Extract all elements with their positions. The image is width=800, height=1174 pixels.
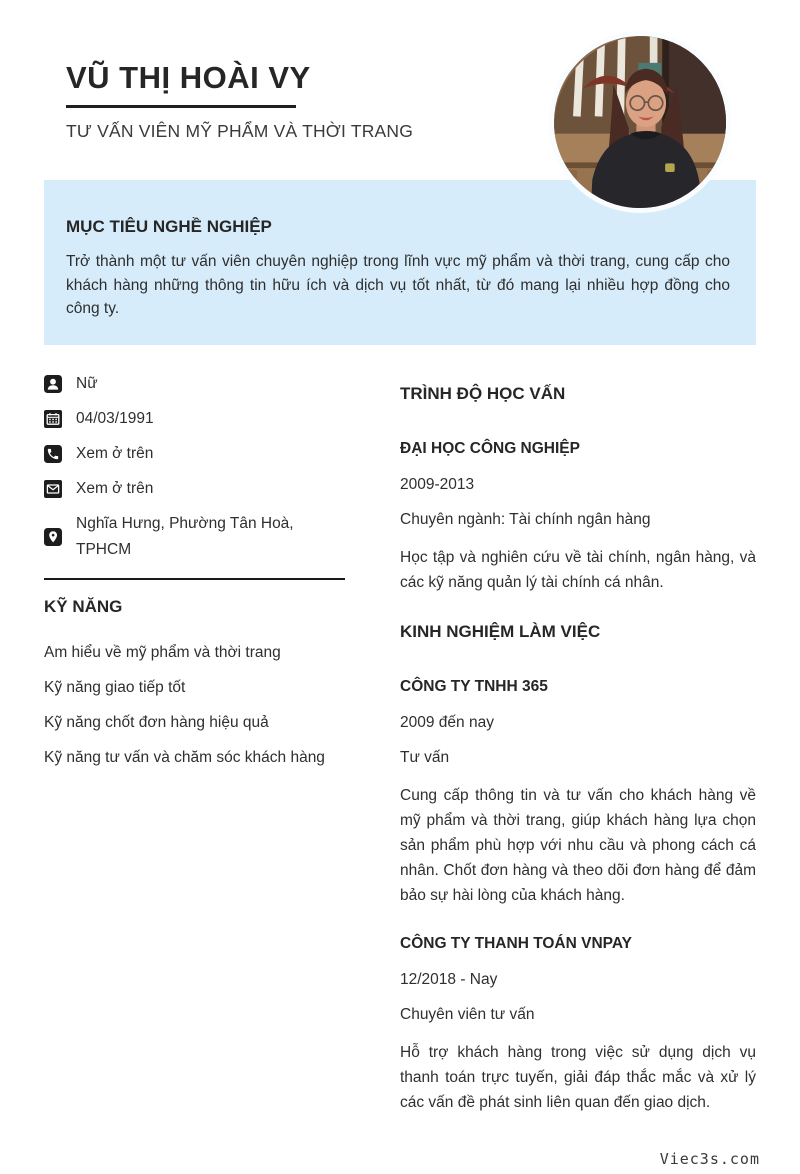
gender-value: Nữ — [76, 375, 98, 392]
experience-role: Tư vấn — [400, 749, 450, 766]
header — [66, 60, 526, 142]
experience-entry — [400, 934, 756, 1115]
info-row-gender — [44, 371, 345, 397]
job-title: TƯ VẤN VIÊN MỸ PHẨM VÀ THỜI TRANG — [66, 121, 414, 141]
info-row-email — [44, 476, 345, 502]
school-name: ĐẠI HỌC CÔNG NGHIỆP — [400, 440, 580, 457]
company-name: CÔNG TY THANH TOÁN VNPAY — [400, 935, 632, 952]
experience-entry — [400, 677, 756, 908]
left-column — [44, 366, 345, 1141]
info-row-address — [44, 511, 345, 563]
name-underline — [66, 105, 296, 108]
birthdate-value: 04/03/1991 — [76, 410, 154, 427]
experience-description: Hỗ trợ khách hàng trong việc sử dụng dịch vụ thanh toán trực tuyến, giải đáp thắc mắc và xử lý các vấn đề phát sinh liên quan đến giao dịch. — [400, 1044, 756, 1111]
company-name: CÔNG TY TNHH 365 — [400, 678, 548, 695]
objective-heading: MỤC TIÊU NGHỀ NGHIỆP — [66, 217, 272, 236]
phone-value: Xem ở trên — [76, 445, 154, 462]
education-heading: TRÌNH ĐỘ HỌC VẤN — [400, 384, 566, 403]
skill-item: Kỹ năng chốt đơn hàng hiệu quả — [44, 714, 269, 731]
skill-item: Kỹ năng tư vấn và chăm sóc khách hàng — [44, 749, 325, 766]
skills-list — [44, 640, 345, 771]
email-icon — [44, 480, 62, 498]
skill-item: Am hiểu về mỹ phẩm và thời trang — [44, 644, 281, 661]
location-icon — [44, 528, 62, 546]
education-entry — [400, 439, 756, 595]
right-column — [400, 366, 756, 1141]
watermark: Viec3s.com — [659, 1150, 760, 1168]
address-value: Nghĩa Hưng, Phường Tân Hoà, TPHCM — [76, 515, 294, 558]
experience-period: 2009 đến nay — [400, 714, 494, 731]
skill-item: Kỹ năng giao tiếp tốt — [44, 679, 186, 696]
email-value: Xem ở trên — [76, 480, 154, 497]
experience-period: 12/2018 - Nay — [400, 971, 498, 988]
skills-heading: KỸ NĂNG — [44, 597, 123, 616]
experience-description: Cung cấp thông tin và tư vấn cho khách hàng về mỹ phẩm và thời trang, giúp khách hàng lựa chọn sản phẩm phù hợp với nhu cầu và phong cách cá nhân. Chốt đơn hàng và theo dõi đơn hàng để đảm bảo sự hài lòng của khách hàng. — [400, 787, 756, 904]
phone-icon — [44, 445, 62, 463]
info-row-birthdate — [44, 406, 345, 432]
experience-heading: KINH NGHIỆM LÀM VIỆC — [400, 622, 601, 641]
profile-photo — [549, 31, 731, 213]
info-row-phone — [44, 441, 345, 467]
section-divider — [44, 578, 345, 580]
education-description: Học tập và nghiên cứu về tài chính, ngân hàng, và các kỹ năng quản lý tài chính cá nhân. — [400, 549, 756, 591]
content-columns — [44, 366, 756, 1141]
education-period: 2009-2013 — [400, 476, 475, 493]
person-icon — [44, 375, 62, 393]
page-title: VŨ THỊ HOÀI VY — [66, 60, 311, 95]
experience-role: Chuyên viên tư vấn — [400, 1006, 535, 1023]
objective-body: Trở thành một tư vấn viên chuyên nghiệp trong lĩnh vực mỹ phẩm và thời trang, cung cấp cho khách hàng những thông tin hữu ích và dịch vụ tốt nhất, từ đó mang lại nhiều hợp đồng cho công ty. — [66, 253, 730, 317]
calendar-icon — [44, 410, 62, 428]
education-major: Chuyên ngành: Tài chính ngân hàng — [400, 511, 651, 528]
